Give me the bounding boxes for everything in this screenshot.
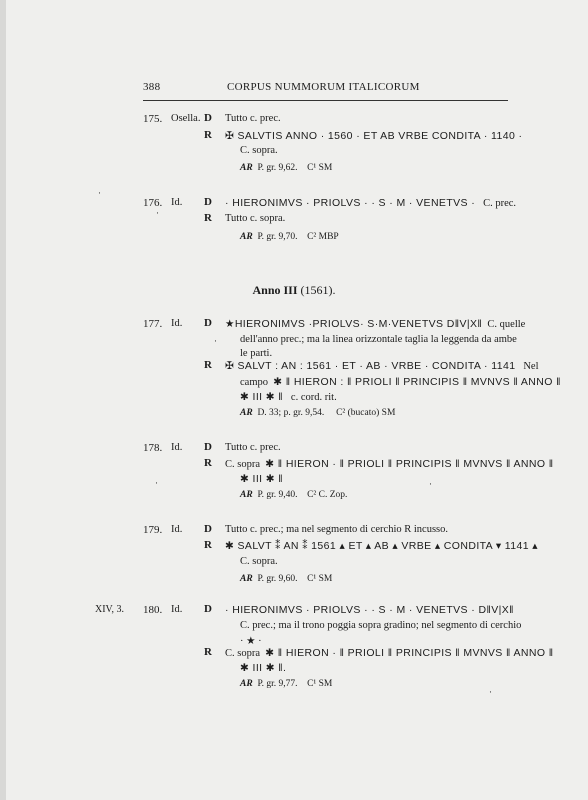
scan-speck: · xyxy=(155,478,158,488)
obverse-legend: · HIERONIMVS · PRIOLVS · · S · M · VENETVS · D‖V|X‖ xyxy=(225,604,514,616)
page-number: 388 xyxy=(143,81,161,93)
reverse-symbol: R xyxy=(204,539,212,551)
running-title: CORPUS NUMMORUM ITALICORUM xyxy=(227,81,420,93)
obverse-symbol: D xyxy=(204,317,212,329)
reverse-description: C. sopra. xyxy=(240,556,278,567)
reverse-description: Tutto c. sopra. xyxy=(225,213,286,224)
reverse-legend: ✱ SALVT ⁑ AN ⁑ 1561 ▴ ET ▴ AB ▴ VRBE ▴ CONDITA ▾ 1141 ▴ xyxy=(225,540,538,552)
obverse-continuation: · ★ · xyxy=(240,636,262,647)
entry-number: 180. xyxy=(143,604,163,616)
reverse-continuation: campo ✱ ‖ HIERON : ‖ PRIOLI ‖ PRINCIPIS ‖ MVNVS ‖ ANNO ‖ xyxy=(240,376,561,388)
reverse-legend: ✠ SALVTIS ANNO · 1560 · ET AB VRBE CONDITA · 1140 · xyxy=(225,130,523,142)
entry-denomination: Id. xyxy=(171,318,183,329)
entry-denomination: Id. xyxy=(171,442,183,453)
reverse-symbol: R xyxy=(204,359,212,371)
reverse-continuation: ✱ III ✱ ‖ c. cord. rit. xyxy=(240,391,337,403)
obverse-continuation: dell'anno prec.; ma la linea orizzontale taglia la leggenda da ambe xyxy=(240,334,517,345)
obverse-description: Tutto c. prec. xyxy=(225,442,281,453)
specimen-info: AR P. gr. 9,40. C² C. Zop. xyxy=(240,490,348,500)
obverse-symbol: D xyxy=(204,523,212,535)
scan-speck: · xyxy=(214,336,217,346)
obverse-description: Tutto c. prec. xyxy=(225,113,281,124)
specimen-info: AR P. gr. 9,70. C² MBP xyxy=(240,232,339,242)
reverse-continuation: ✱ III ✱ ‖ xyxy=(240,473,284,485)
reverse-line: ✠ SALVT : AN : 1561 · ET · AB · VRBE · CONDITA · 1141 Nel xyxy=(225,360,539,372)
entry-denomination: Osella. xyxy=(171,113,201,124)
specimen-info: AR P. gr. 9,60. C¹ SM xyxy=(240,574,333,584)
reverse-symbol: R xyxy=(204,646,212,658)
entry-number: 176. xyxy=(143,197,163,209)
scan-speck: · xyxy=(156,208,159,218)
entry-denomination: Id. xyxy=(171,197,183,208)
obverse-symbol: D xyxy=(204,441,212,453)
scan-speck: · xyxy=(429,479,432,489)
obverse-line: ★HIERONIMVS ·PRIOLVS· S·M·VENETVS D‖V|X‖ C. quelle xyxy=(225,318,526,330)
entry-denomination: Id. xyxy=(171,604,183,615)
entry-denomination: Id. xyxy=(171,524,183,535)
obverse-description: Tutto c. prec.; ma nel segmento di cerchio R incusso. xyxy=(225,524,448,535)
specimen-info: AR D. 33; p. gr. 9,54. C² (bucato) SM xyxy=(240,408,396,418)
reverse-line: C. sopra ✱ ‖ HIERON · ‖ PRIOLI ‖ PRINCIPIS ‖ MVNVS ‖ ANNO ‖ xyxy=(225,458,554,470)
obverse-continuation: le parti. xyxy=(240,348,273,359)
obverse-symbol: D xyxy=(204,603,212,615)
obverse-symbol: D xyxy=(204,196,212,208)
scan-border xyxy=(0,0,6,800)
obverse-line: · HIERONIMVS · PRIOLVS · · S · M · VENETVS · C. prec. xyxy=(225,197,517,209)
entry-number: 175. xyxy=(143,113,163,125)
reverse-line: C. sopra ✱ ‖ HIERON · ‖ PRIOLI ‖ PRINCIPIS ‖ MVNVS ‖ ANNO ‖ xyxy=(225,647,554,659)
plate-reference: XIV, 3. xyxy=(95,604,124,615)
section-heading: Anno III (1561). xyxy=(252,283,336,297)
reverse-symbol: R xyxy=(204,129,212,141)
specimen-info: AR P. gr. 9,62. C¹ SM xyxy=(240,163,333,173)
page-header xyxy=(143,81,507,95)
entry-number: 179. xyxy=(143,524,163,536)
reverse-symbol: R xyxy=(204,457,212,469)
specimen-info: AR P. gr. 9,77. C¹ SM xyxy=(240,679,333,689)
entry-number: 177. xyxy=(143,318,163,330)
reverse-description: C. sopra. xyxy=(240,145,278,156)
obverse-symbol: D xyxy=(204,112,212,124)
header-rule xyxy=(143,100,508,101)
scan-speck: · xyxy=(489,687,492,697)
reverse-symbol: R xyxy=(204,212,212,224)
reverse-continuation: ✱ III ✱ ‖. xyxy=(240,662,287,674)
entry-number: 178. xyxy=(143,442,163,454)
obverse-continuation: C. prec.; ma il trono poggia sopra gradino; nel segmento di cerchio xyxy=(240,620,522,631)
scan-speck: · xyxy=(98,188,101,198)
